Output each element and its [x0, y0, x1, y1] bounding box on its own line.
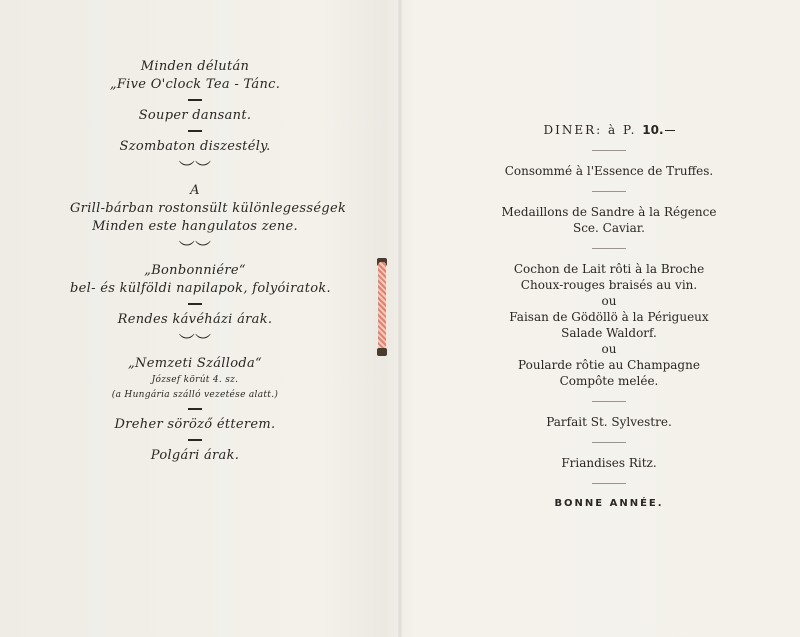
dish-choux: Choux-rouges braisés au vin.	[520, 278, 698, 292]
left-page	[70, 58, 347, 465]
bonbonniere-line: „Bonbonniére“	[144, 263, 246, 278]
souper-line: Souper dansant.	[138, 108, 252, 123]
dish-faisan: Faisan de Gödöllö à la Périgueux	[509, 310, 709, 324]
polgari-line: Polgári árak.	[150, 448, 240, 463]
swirl-ornament: ︶︶	[178, 159, 212, 178]
dish-parfait: Parfait St. Sylvestre.	[546, 415, 672, 429]
divider-dash	[188, 439, 202, 441]
price-strike	[665, 130, 675, 131]
music-line: Minden este hangulatos zene.	[92, 219, 298, 234]
address-line: József körút 4. sz.	[151, 375, 239, 385]
hotel-name-line: „Nemzeti Szálloda“	[128, 356, 262, 371]
divider-rule	[592, 483, 626, 484]
newspapers-line: bel- és külföldi napilapok, folyóiratok.	[70, 281, 331, 296]
divider-dash	[188, 303, 202, 305]
grill-bar-line: Grill-bárban rostonsült különlegességek	[70, 201, 347, 216]
dish-consomme: Consommé à l'Essence de Truffes.	[504, 164, 714, 178]
saturday-line: Szombaton diszestély.	[119, 139, 271, 154]
divider-rule	[592, 401, 626, 402]
divider-dash	[188, 130, 202, 132]
divider-rule	[592, 442, 626, 443]
swirl-ornament: ︶︶	[178, 239, 212, 258]
dish-medaillons-sauce: Sce. Caviar.	[572, 221, 645, 235]
diner-label: DINER: à P.	[543, 123, 637, 137]
divider-rule	[592, 191, 626, 192]
bonne-annee: BONNE ANNÉE.	[554, 498, 664, 509]
swirl-ornament: ︶︶	[178, 332, 212, 351]
or-text: ou	[601, 294, 617, 308]
dish-friandises: Friandises Ritz.	[561, 456, 657, 470]
dish-salade: Salade Waldorf.	[561, 326, 657, 340]
dish-poularde: Poularde rôtie au Champagne	[518, 358, 700, 372]
divider-dash	[188, 408, 202, 410]
a-line: A	[190, 183, 200, 198]
divider-dash	[188, 99, 202, 101]
dreher-line: Dreher söröző étterem.	[114, 417, 276, 432]
ribbon-band	[378, 262, 386, 350]
divider-rule	[592, 150, 626, 151]
management-line: (a Hungária szálló vezetése alatt.)	[111, 390, 279, 400]
or-text: ou	[601, 342, 617, 356]
diner-header	[470, 122, 748, 138]
divider-rule	[592, 248, 626, 249]
dish-cochon: Cochon de Lait rôti à la Broche	[513, 262, 705, 276]
ribbon-knot-bottom	[377, 348, 387, 356]
diner-price: 10.	[642, 123, 664, 137]
dish-compote: Compôte melée.	[559, 374, 659, 388]
afternoon-line: Minden délután	[140, 59, 250, 74]
right-page	[470, 122, 748, 512]
center-fold	[398, 0, 402, 637]
ribbon-binding	[376, 258, 388, 358]
cafe-prices-line: Rendes kávéházi árak.	[117, 312, 273, 327]
five-oclock-line: „Five O'clock Tea - Tánc.	[109, 77, 281, 92]
dish-medaillons: Medaillons de Sandre à la Régence	[501, 205, 717, 219]
